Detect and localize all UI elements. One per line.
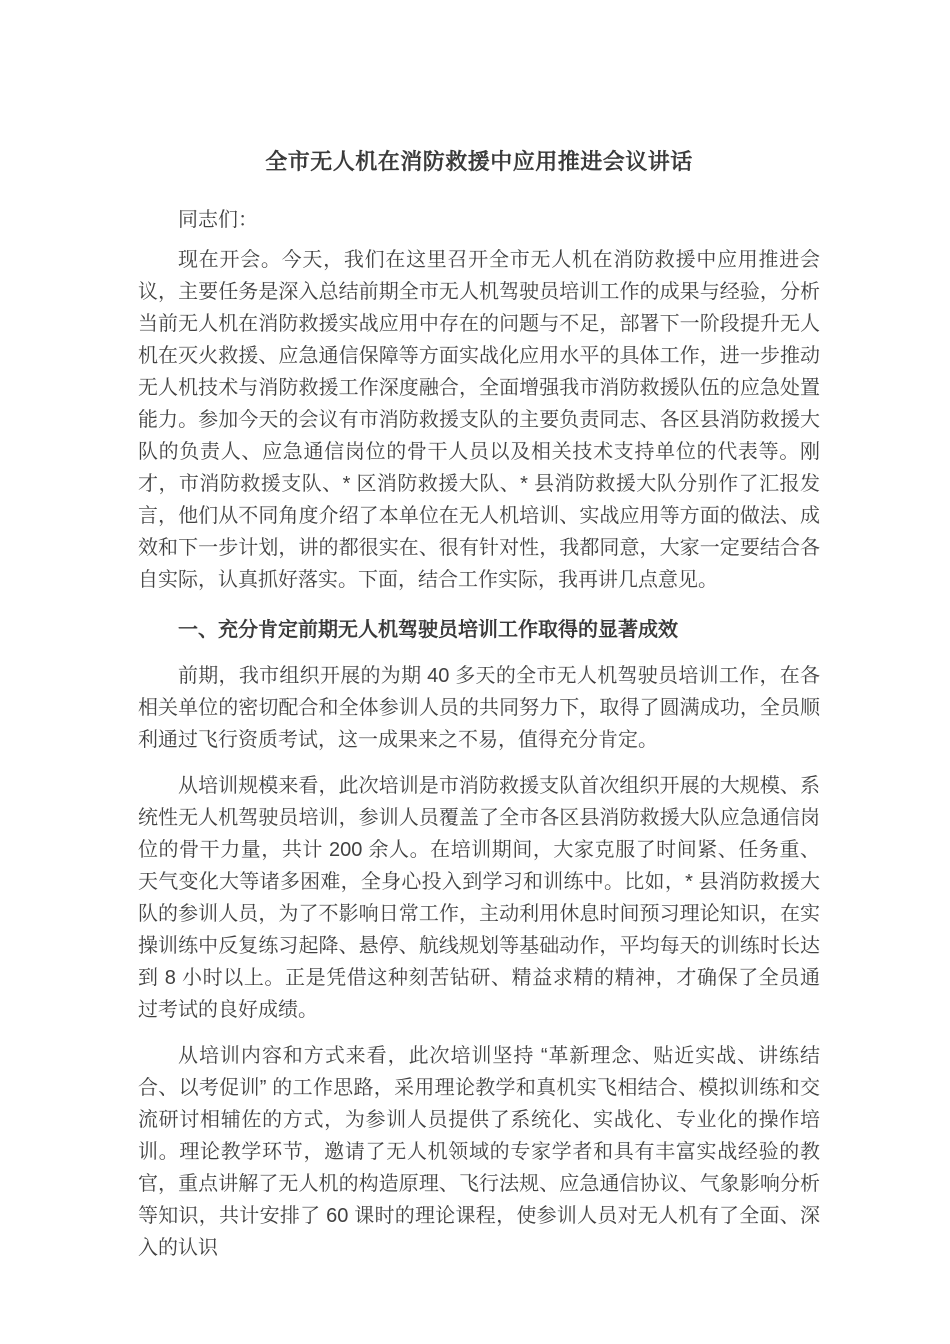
intro-paragraph: 现在开会。今天，我们在这里召开全市无人机在消防救援中应用推进会议，主要任务是深入总结前期全市无人机驾驶员培训工作的成果与经验，分析当前无人机在消防救援实战应用中存在的问题与不足，部署下一阶段提升无人机在灭火救援、应急通信保障等方面实战化应用水平的具体工作，进一步推动无人机技术与消防救援工作深度融合，全面增强我市消防救援队伍的应急处置能力。参加今天的会议有市消防救援支队的主要负责同志、各区县消防救援大队的负责人、应急通信岗位的骨干人员以及相关技术支持单位的代表等。刚才，市消防救援支队、* 区消防救援大队、* 县消防救援大队分别作了汇报发言，他们从不同角度介绍了本单位在无人机培训、实战应用等方面的做法、成效和下一步计划，讲的都很实在、很有针对性，我都同意，大家一定要结合各自实际，认真抓好落实。下面，结合工作实际，我再讲几点意见。 (138, 249, 820, 591)
section-1-heading: 一、充分肯定前期无人机驾驶员培训工作取得的显著成效 (178, 619, 678, 641)
section-1-paragraph-1: 前期，我市组织开展的为期 40 多天的全市无人机驾驶员培训工作，在各相关单位的密切配合和全体参训人员的共同努力下，取得了圆满成功，全员顺利通过飞行资质考试，这一成果来之不易，值得充分肯定。 (138, 665, 820, 751)
salutation: 同志们： (178, 209, 258, 231)
section-1-paragraph-2: 从培训规模来看，此次培训是市消防救援支队首次组织开展的大规模、系统性无人机驾驶员培训，参训人员覆盖了全市各区县消防救援大队应急通信岗位的骨干力量，共计 200 余人。在培训期间，大家克服了时间紧、任务重、天气变化大等诸多困难，全身心投入到学习和训练中。比如，* 县消防救援大队的参训人员，为了不影响日常工作，主动利用休息时间预习理论知识，在实操训练中反复练习起降、悬停、航线规划等基础动作，平均每天的训练时长达到 8 小时以上。正是凭借这种刻苦钻研、精益求精的精神，才确保了全员通过考试的良好成绩。 (138, 775, 820, 1021)
section-1-paragraph-3: 从培训内容和方式来看，此次培训坚持 “革新理念、贴近实战、讲练结合、以考促训” 的工作思路，采用理论教学和真机实飞相结合、模拟训练和交流研讨相辅佐的方式，为参训人员提供了系统化、实战化、专业化的操作培训。理论教学环节，邀请了无人机领域的专家学者和具有丰富实战经验的教官，重点讲解了无人机的构造原理、飞行法规、应急通信协议、气象影响分析等知识，共计安排了 60 课时的理论课程，使参训人员对无人机有了全面、深入的认识 (138, 1045, 820, 1259)
document-title: 全市无人机在消防救援中应用推进会议讲话 (265, 149, 693, 174)
